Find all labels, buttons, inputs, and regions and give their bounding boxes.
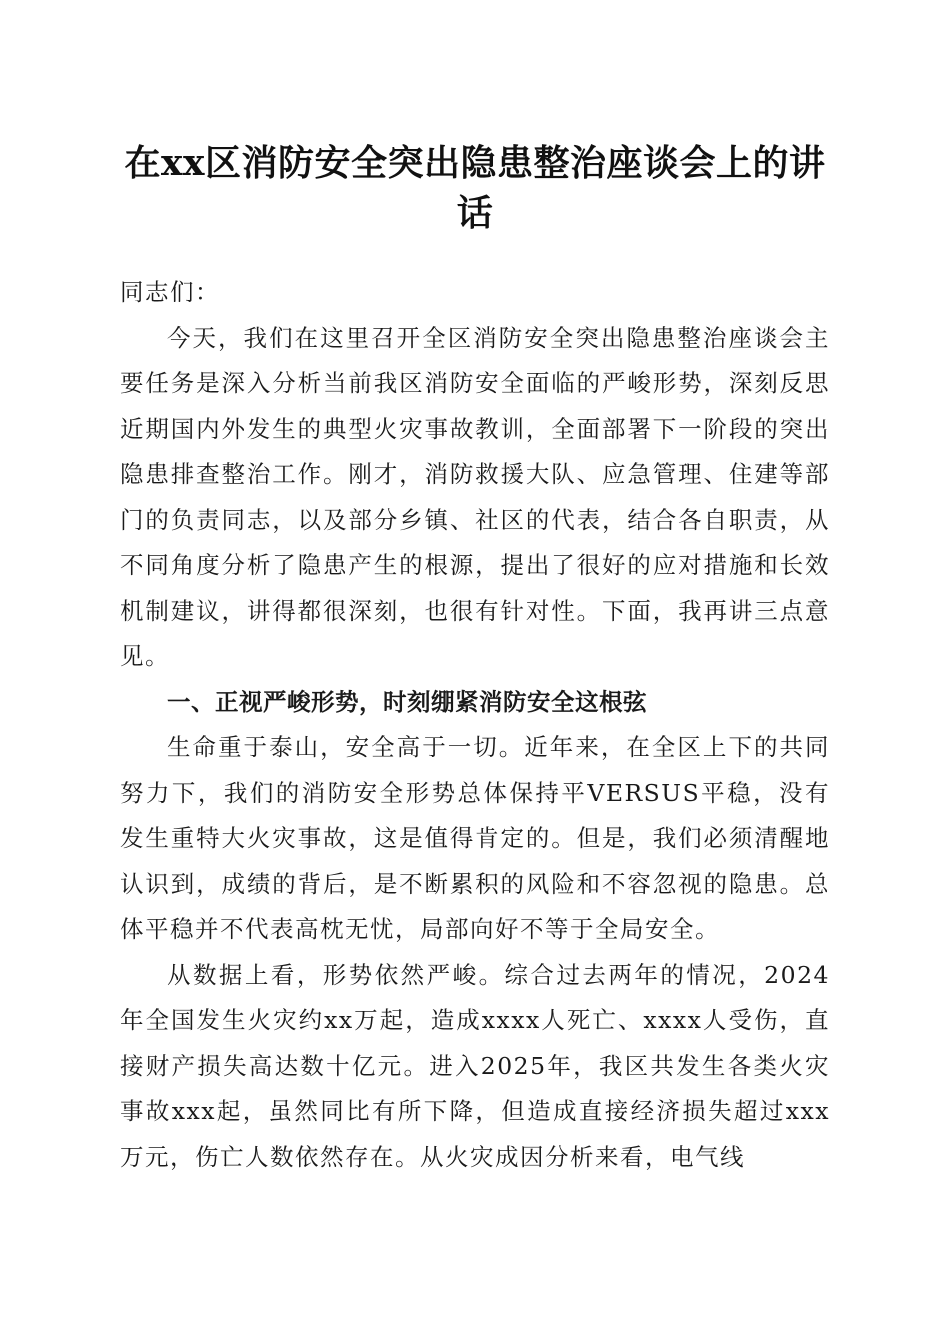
section-heading: 一、正视严峻形势，时刻绷紧消防安全这根弦	[167, 687, 647, 716]
section-paragraph: 从数据上看，形势依然严峻。综合过去两年的情况，2024年全国发生火灾约xx万起，造成xxxx人死亡、xxxx人受伤，直接财产损失高达数十亿元。进入2025年，我区共发生各类火灾事故xxx起，虽然同比有所下降，但造成直接经济损失超过xxx万元，伤亡人数依然存在。从火灾成因分析来看，电气线	[120, 960, 830, 1171]
section-paragraph: 生命重于泰山，安全高于一切。近年来，在全区上下的共同努力下，我们的消防安全形势总体保持平VERSUS平稳，没有发生重特大火灾事故，这是值得肯定的。但是，我们必须清醒地认识到，成绩的背后，是不断累积的风险和不容忽视的隐患。总体平稳并不代表高枕无忧，局部向好不等于全局安全。	[120, 733, 830, 943]
document-body	[120, 270, 830, 1180]
intro-paragraph: 今天，我们在这里召开全区消防安全突出隐患整治座谈会主要任务是深入分析当前我区消防安全面临的严峻形势，深刻反思近期国内外发生的典型火灾事故教训，全面部署下一阶段的突出隐患排查整治工作。刚才，消防救援大队、应急管理、住建等部门的负责同志，以及部分乡镇、社区的代表，结合各自职责，从不同角度分析了隐患产生的根源，提出了很好的应对措施和长效机制建议，讲得都很深刻，也很有针对性。下面，我再讲三点意见。	[120, 323, 830, 670]
salutation: 同志们：	[120, 278, 220, 306]
document-title: 在xx区消防安全突出隐患整治座谈会上的讲话	[124, 142, 826, 234]
